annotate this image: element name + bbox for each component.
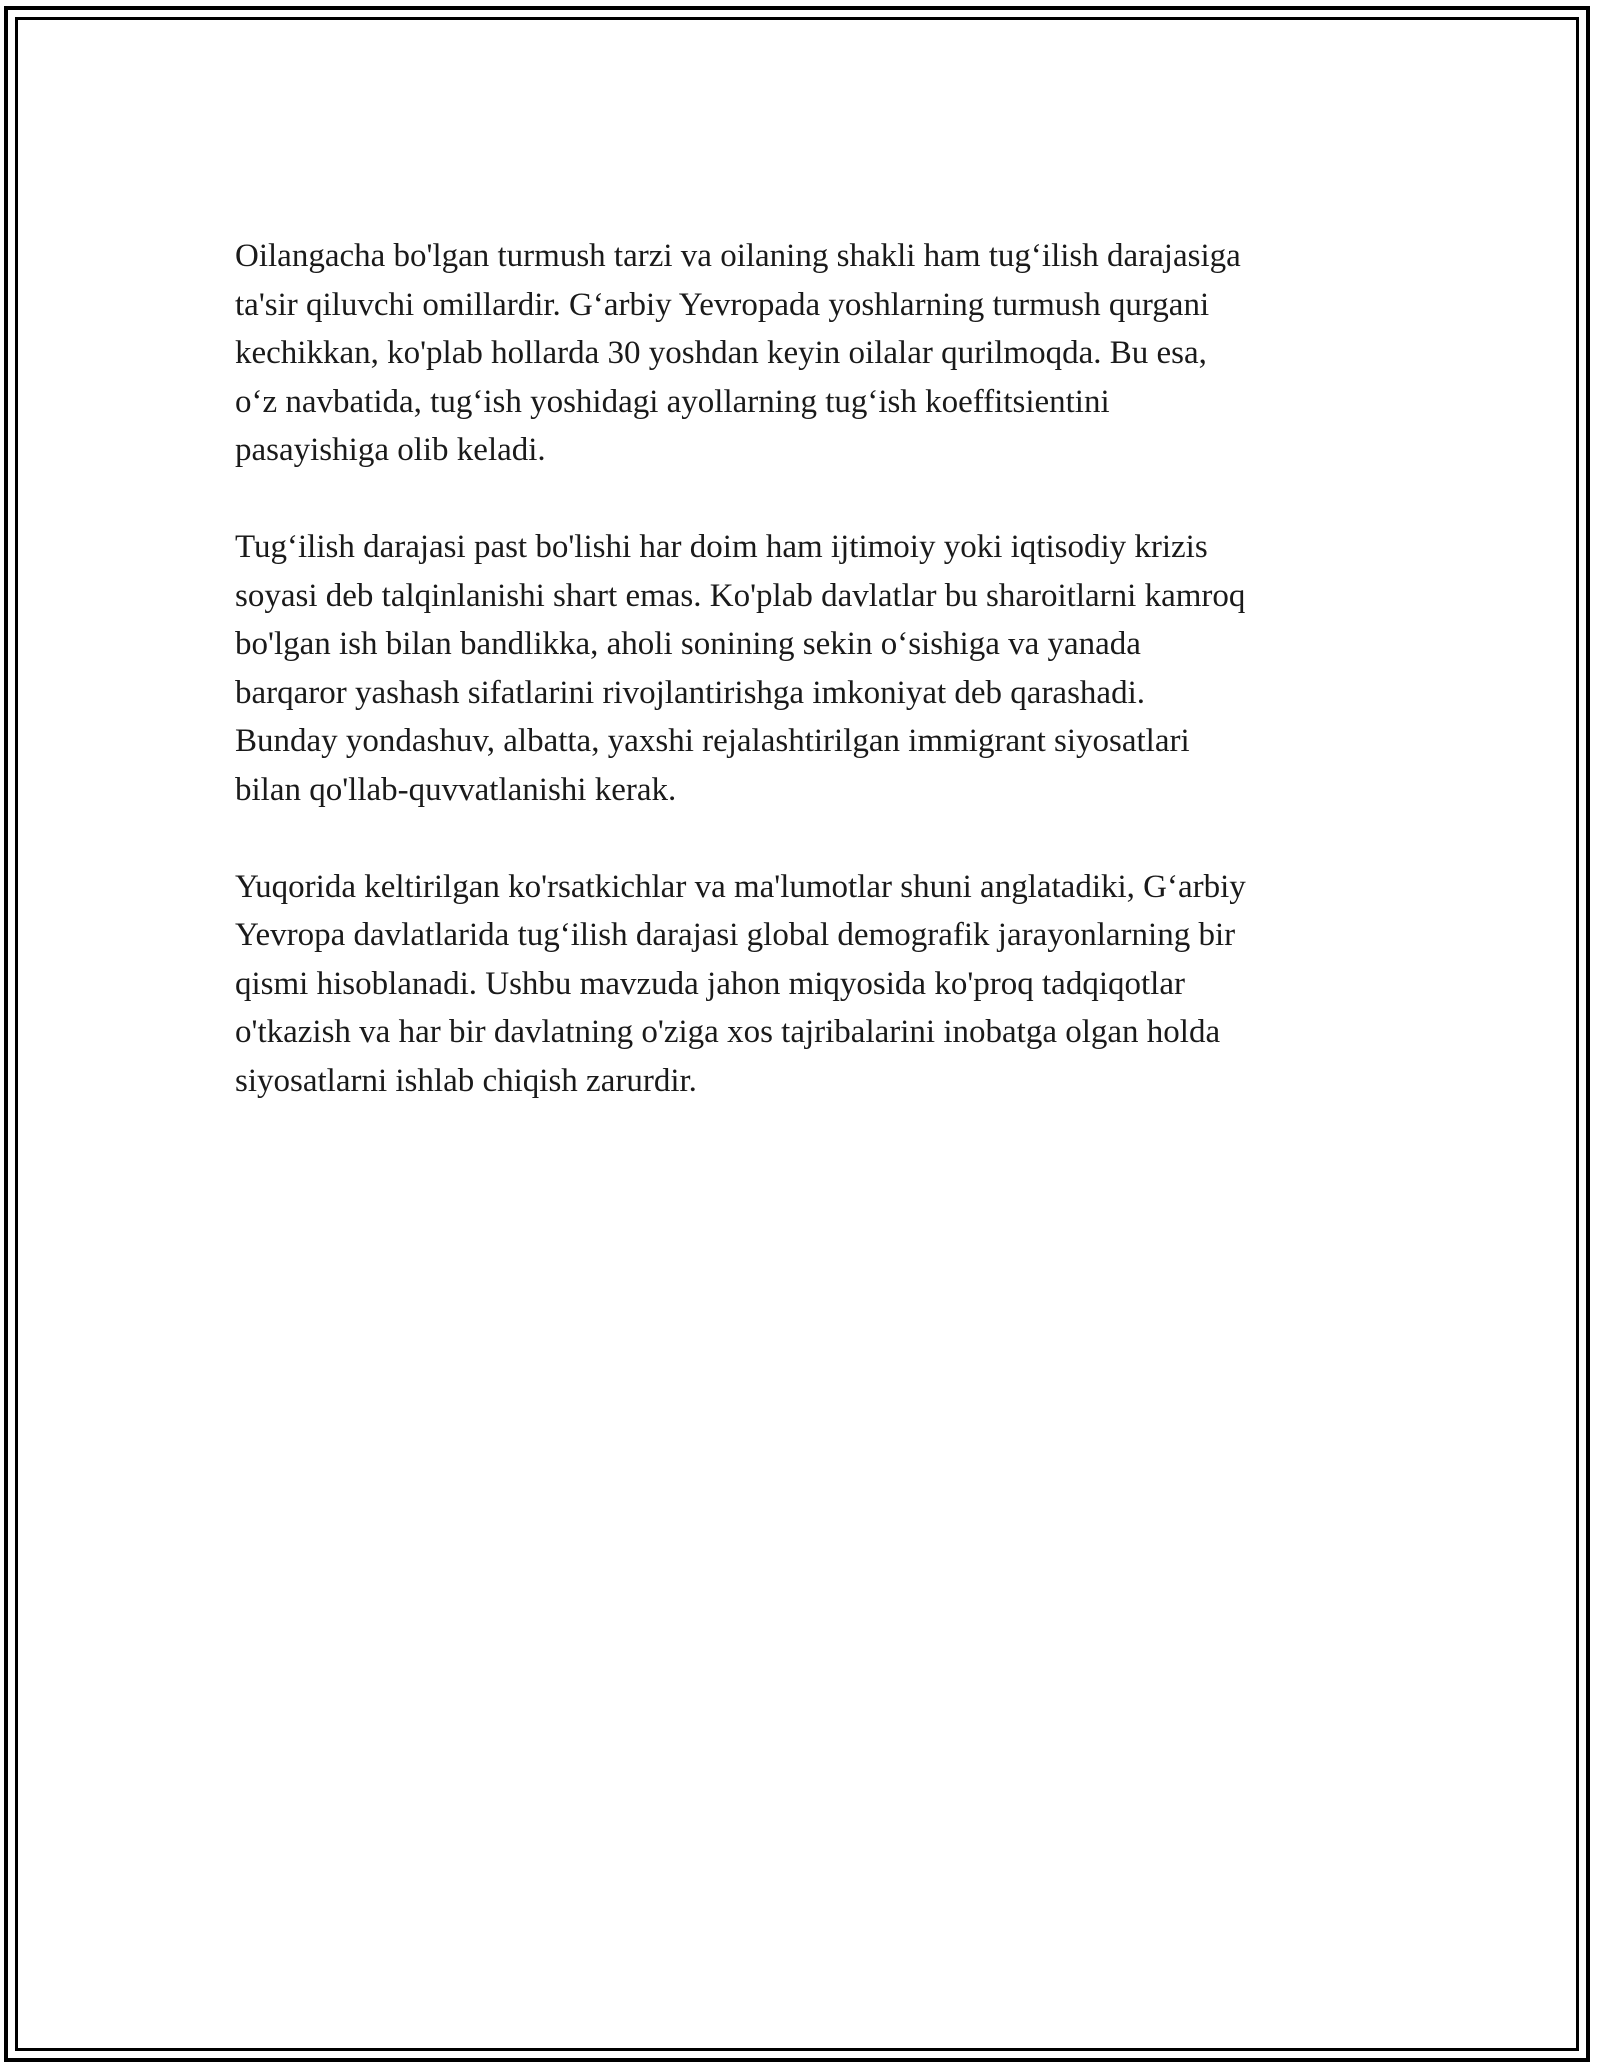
text-line: Yevropa davlatlarida tug‘ilish darajasi global demografik jarayonlarning bir [235, 917, 1236, 953]
text-line: siyosatlarni ishlab chiqish zarurdir. [235, 1062, 697, 1099]
paragraph-1 [235, 232, 1375, 475]
text-line: pasayishiga olib keladi. [235, 432, 546, 468]
text-line: barqaror yashash sifatlarini rivojlantirishga imkoniyat deb qarashadi. [235, 674, 1145, 711]
text-line: kechikkan, ko'plab hollarda 30 yoshdan keyin oilalar qurilmoqda. Bu esa, [235, 335, 1207, 371]
text-line: Bunday yondashuv, albatta, yaxshi rejalashtirilgan immigrant siyosatlari [235, 723, 1190, 759]
text-line: qismi hisoblanadi. Ushbu mavzuda jahon miqyosida ko'proq tadqiqotlar [235, 965, 1185, 1002]
text-line: bilan qo'llab-quvvatlanishi kerak. [235, 771, 677, 808]
text-line: bo'lgan ish bilan bandlikka, aholi sonining sekin o‘sishiga va yanada [235, 626, 1141, 662]
text-line: ta'sir qiluvchi omillardir. G‘arbiy Yevropada yoshlarning turmush qurgani [235, 286, 1210, 323]
paragraph-3 [235, 863, 1375, 1106]
text-line: o'tkazish va har bir davlatning o'ziga xos tajribalarini inobatga olgan holda [235, 1014, 1221, 1050]
document-body [235, 232, 1375, 1154]
text-line: Oilangacha bo'lgan turmush tarzi va oilaning shakli ham tug‘ilish darajasiga [235, 238, 1241, 274]
paragraph-2 [235, 523, 1375, 814]
text-line: Yuqorida keltirilgan ko'rsatkichlar va ma'lumotlar shuni anglatadiki, G‘arbiy [235, 868, 1246, 905]
text-line: soyasi deb talqinlanishi shart emas. Ko'plab davlatlar bu sharoitlarni kamroq [235, 577, 1246, 614]
text-line: o‘z navbatida, tug‘ish yoshidagi ayollarning tug‘ish koeffitsientini [235, 383, 1110, 420]
text-line: Tug‘ilish darajasi past bo'lishi har doim ham ijtimoiy yoki iqtisodiy krizis [235, 529, 1208, 565]
